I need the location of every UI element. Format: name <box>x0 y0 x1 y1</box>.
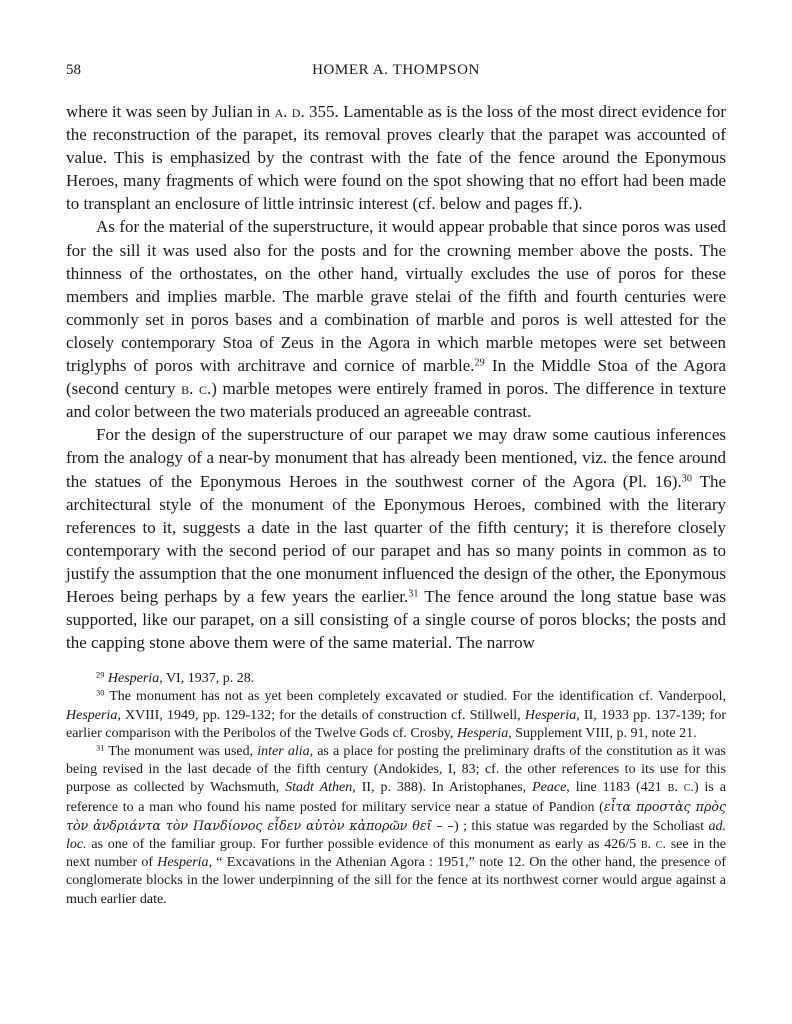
era-label: a. d. <box>274 102 305 121</box>
footnotes <box>66 670 726 909</box>
paragraph-1: where it was seen by Julian in a. d. 355. Lamentable as is the loss of the most direct evidence for the reconstruction of the parapet, its removal proves clearly that the parapet was accounted of value. This is emphasized by the contrast with the fate of the fence around the Eponymous Heroes, many fragments of which were found on the spot showing that no effort had been made to transplant an enclosure of little intrinsic interest (cf. below and pages ff.). <box>66 102 726 214</box>
paragraph-2: As for the material of the superstructure, it would appear probable that since poros was used for the sill it was used also for the posts and for the crowning member above the posts. The thinness of the orthostates, on the other hand, virtually excludes the use of poros for these members and implies marble. The marble grave stelai of the fifth and fourth centuries were commonly set in poros bases and a combination of marble and poros is well attested for the closely contemporary Stoa of Zeus in the Agora in which marble metopes were set between triglyphs of poros with architrave and cornice of marble.$^{29}$ In the Middle Stoa of the Agora (second century b. c.) marble metopes were entirely framed in poros. The difference in texture and color between the two materials produced an agreeable contrast. <box>66 217 727 422</box>
paragraph-3: For the design of the superstructure of our parapet we may draw some cautious inferences from the analogy of a near-by monument that has already been mentioned, viz. the fence around the statues of the Eponymous Heroes in the southwest corner of the Agora (Pl. 16).$^{30}$ The architectural style of the monument of the Eponymous Heroes, combined with the literary references to it, suggests a date in the last quarter of the fifth century; it is therefore closely contemporary with the second period of our parapet and has so many points in common as to justify the assumption that the one monument influenced the design of the other, the Eponymous Heroes being perhaps by a few years the earlier.$^{31}$ The fence around the long statue base was supported, like our parapet, on a sill consisting of a single course of poros blocks; the posts and the capping stone above them were of the same material. The narrow <box>66 425 726 653</box>
footnote-30: $^{30}$ The monument has not as yet been completely excavated or studied. For the identification cf. Vanderpool, Hesperia, XVIII, 1949, pp. 129-132; for the details of construction cf. Stillwell, Hesperia, II, 1933 pp. 137-139; for earlier comparison with the Peribolos of the Twelve Gods cf. Crosby, Hesperia, Supplement VIII, p. 91, note 21. <box>66 688 726 741</box>
era-label: b. c. <box>640 837 666 853</box>
italic-phrase: ad. loc. <box>66 818 726 853</box>
footnote-29: $^{29}$ Hesperia, VI, 1937, p. 28. <box>96 670 255 687</box>
book-title: Stadt Athen <box>285 780 353 796</box>
footnote-number: 30 <box>96 688 105 698</box>
footnote-ref-31: 31 <box>408 588 419 600</box>
footnote-number: 31 <box>96 743 105 753</box>
journal-title: Hesperia <box>456 725 509 741</box>
page <box>66 62 726 909</box>
footnote-ref-29: 29 <box>474 357 485 369</box>
era-label: b. c. <box>667 780 694 796</box>
page-number: 58 <box>66 62 81 78</box>
greek-quotation: εἶτα προστὰς πρὸς τὸν ἀνδριάντα τὸν Πανδίονος εἶδεν αὑτὸν κἀπορῶν θεῖ – – <box>66 798 726 833</box>
running-head <box>66 62 726 90</box>
footnote-ref-30: 30 <box>681 472 692 484</box>
body-text <box>66 100 726 654</box>
play-title: Peace <box>532 780 567 796</box>
era-label: b. c. <box>181 379 212 399</box>
footnote-number: 29 <box>96 670 105 680</box>
journal-title: Hesperia <box>157 855 209 871</box>
journal-title: Hesperia <box>66 707 118 723</box>
italic-phrase: inter alia <box>257 744 310 760</box>
journal-title: Hesperia <box>107 671 160 687</box>
running-title: HOMER A. THOMPSON <box>312 62 480 78</box>
footnote-31: $^{31}$ The monument was used, inter alia, as a place for posting the preliminary drafts of the constitution as it was being revised in the last decade of the fifth century (Andokides, I, 83; cf. the other references to its use for this purpose as collected by Wachsmuth, Stadt Athen, II, p. 388). In Aristophanes, Peace, line 1183 (421 b. c.) is a reference to a man who found his name posted for military service near a statue of Pandion (εἶτα προστὰς πρὸς τὸν ἀνδριάντα τὸν Πανδίονος εἶδεν αὑτὸν κἀπορῶν θεῖ – –) ; this statue was regarded by the Scholiast ad. loc. as one of the familiar group. For further possible evidence of this monument as early as 426/5 b. c. see in the next number of Hesperia, “ Excavations in the Athenian Agora : 1951,” note 12. On the other hand, the presence of conglomerate blocks in the lower underpinning of the sill for the fence at its northwest corner would argue against a much earlier date. <box>66 743 727 907</box>
journal-title: Hesperia <box>524 707 577 723</box>
